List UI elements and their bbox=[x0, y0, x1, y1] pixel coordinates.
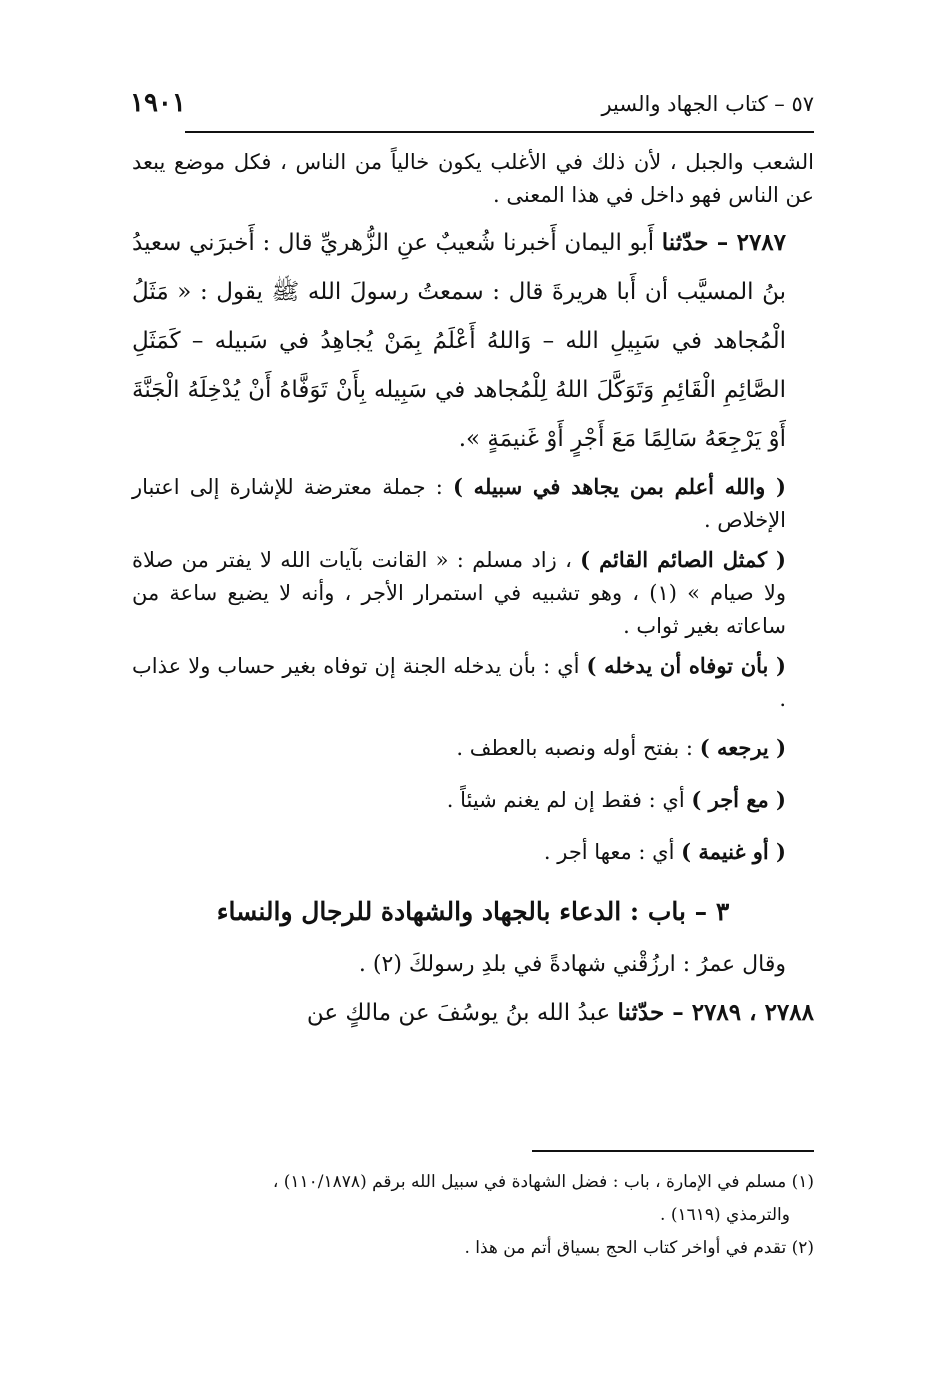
section-title: ٣ – باب : الدعاء بالجهاد والشهادة للرجال والنساء bbox=[216, 897, 730, 926]
hadith-text: أَبو اليمان أَخبرنا شُعيبٌ عنِ الزُّهريِّ قال : أَخبرَني سعيدُ بنُ المسيَّب أن أَبا هريرةَ قال : سمعتُ رسولَ الله ﷺ يقول : « مَثَلُ الْمُجاهد في سَبِيلِ الله – وَاللهُ أَعْلَمُ بِمَنْ يُجاهِدُ في سَبيله – كَمَثَلِ الصَّائِمِ الْقَائِمِ وَتَوَكَّلَ اللهُ لِلْمُجاهد في سَبِيله بِأَنْ تَوَفَّاهُ أَنْ يُدْخِلَهُ الْجَنَّةَ أَوْ يَرْجِعَهُ سَالِمًا مَعَ أَجْرٍ أَوْ غَنيمَةٍ ». bbox=[132, 230, 786, 452]
explanation-term: ( مع أجر ) bbox=[691, 787, 786, 812]
footnote-divider bbox=[532, 1150, 814, 1152]
paragraph-intro: الشعب والجبل ، لأن ذلك في الأغلب يكون خالياً من الناس ، فكل موضع يبعد عن الناس فهو داخل في هذا المعنى . bbox=[132, 150, 814, 207]
explanation-text: ، زاد مسلم : « القانت بآيات الله لا يفتر من صلاة ولا صيام » (١) ، وهو تشبيه في استمرار الأجر ، وأنه لا يضيع ساعة من ساعاته بغير ثواب . bbox=[132, 548, 786, 638]
running-header bbox=[130, 88, 814, 128]
chapter-heading: ٥٧ – كتاب الجهاد والسير bbox=[601, 92, 814, 116]
explanation-text: أي : معها أجر . bbox=[543, 840, 675, 864]
hadith-number: ٢٧٨٧ – حدّثنا bbox=[661, 229, 787, 256]
main-text bbox=[132, 146, 814, 1044]
explanation-text: : بفتح أوله ونصبه بالعطف . bbox=[456, 736, 694, 760]
explanation-term: ( بأن توفاه أن يدخله ) bbox=[586, 653, 786, 678]
page-number: ١٩٠١ bbox=[130, 88, 186, 118]
explanation-text: أي : فقط إن لم يغنم شيئاً . bbox=[446, 788, 685, 812]
explanation-3 bbox=[132, 649, 814, 716]
hadith-number: ٢٧٨٨ ، ٢٧٨٩ – حدّثنا bbox=[617, 999, 814, 1026]
footnote-1-continued: والترمذي (١٦١٩) . bbox=[660, 1205, 790, 1225]
explanation-term: ( والله أعلم بمن يجاهد في سبيله ) bbox=[452, 474, 786, 499]
explanation-1 bbox=[132, 470, 814, 537]
hadith-text: عبدُ الله بنُ يوسُفَ عن مالكٍ عن bbox=[306, 1000, 611, 1026]
hadith-2788 bbox=[132, 988, 814, 1038]
explanation-text: أي : بأن يدخله الجنة إن توفاه بغير حساب ولا عذاب . bbox=[132, 654, 786, 711]
footnotes bbox=[132, 1168, 814, 1267]
hadith-2787 bbox=[132, 218, 814, 464]
footnote-2: (٢) تقدم في أواخر كتاب الحج بسياق أتم من هذا . bbox=[464, 1238, 814, 1258]
explanation-text: : جملة معترضة للإشارة إلى اعتبار الإخلاص . bbox=[132, 475, 786, 532]
explanation-2 bbox=[132, 543, 814, 643]
header-divider bbox=[185, 131, 814, 133]
explanation-term: ( يرجعه ) bbox=[699, 735, 786, 760]
umar-quote: وقال عمرُ : ارزُقْني شهادةً في بلدِ رسولكَ (٢) . bbox=[358, 952, 786, 977]
explanation-5 bbox=[132, 774, 814, 826]
explanation-4 bbox=[132, 722, 814, 774]
explanation-6 bbox=[132, 826, 814, 878]
explanation-term: ( كمثل الصائم القائم ) bbox=[580, 547, 786, 572]
explanation-term: ( أو غنيمة ) bbox=[681, 839, 786, 864]
footnote-1: (١) مسلم في الإمارة ، باب : فضل الشهادة في سبيل الله برقم (١١٠/١٨٧٨) ، bbox=[272, 1172, 814, 1192]
